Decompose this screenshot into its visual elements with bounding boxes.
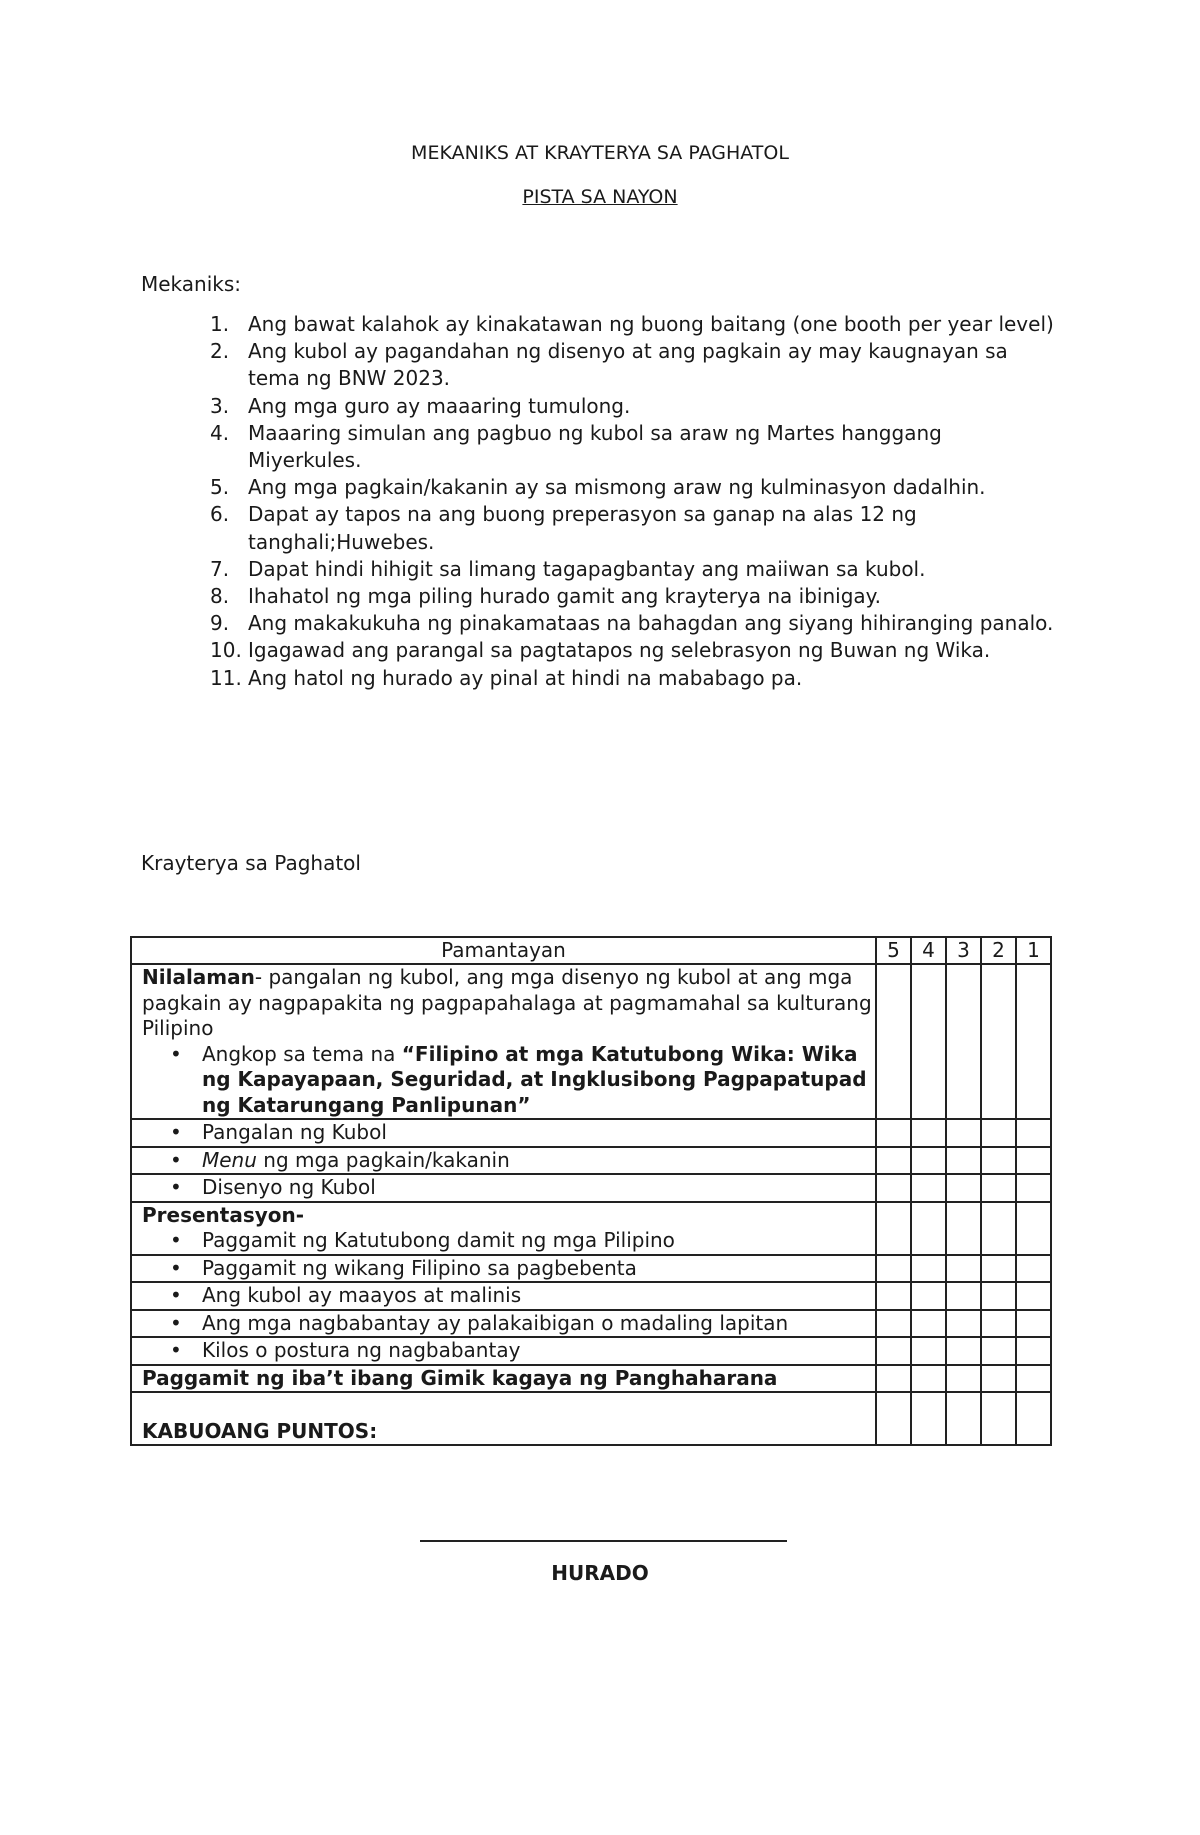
score-cell[interactable] — [946, 1147, 981, 1175]
header-score-3: 3 — [946, 937, 981, 964]
score-cell[interactable] — [1016, 1202, 1051, 1255]
list-item — [210, 338, 1060, 392]
document-subtitle: PISTA SA NAYON — [522, 186, 678, 208]
item-number: 7. — [210, 556, 230, 581]
item-number: 9. — [210, 611, 230, 636]
list-item — [210, 610, 1060, 637]
score-cell[interactable] — [876, 1255, 911, 1283]
list-item — [210, 637, 1060, 664]
score-cell[interactable] — [981, 1337, 1016, 1365]
table-row — [131, 964, 1051, 1119]
list-item — [210, 556, 1060, 583]
list-item — [210, 665, 1060, 692]
item-text: Ang hatol ng hurado ay pinal at hindi na mababago pa. — [248, 665, 803, 690]
item-text: Ang makakukuha ng pinakamataas na bahagdan ang siyang hihiranging panalo. — [248, 611, 1054, 636]
criterion-cell — [131, 1119, 876, 1147]
score-cell[interactable] — [1016, 1337, 1051, 1365]
criteria-table — [130, 936, 1052, 1446]
theme-title: “Filipino at mga Katutubong Wika: Wika ng Kapayapaan, Seguridad, at Ingklusibong Pagpapatupad ng Katarungang Panlipunan” — [202, 1041, 867, 1117]
criterion-cell — [131, 1310, 876, 1338]
table-row — [131, 1337, 1051, 1365]
header-score-5: 5 — [876, 937, 911, 964]
score-cell[interactable] — [946, 1202, 981, 1255]
score-cell[interactable] — [911, 1119, 946, 1147]
table-row — [131, 1255, 1051, 1283]
score-cell[interactable] — [911, 1337, 946, 1365]
signature-line — [420, 1540, 787, 1542]
score-cell[interactable] — [1016, 1119, 1051, 1147]
criterion-damit: • Paggamit ng Katutubong damit ng mga Pilipino — [170, 1228, 875, 1254]
item-number: 1. — [210, 312, 230, 336]
item-text: Dapat hindi hihigit sa limang tagapagbantay ang maiiwan sa kubol. — [248, 556, 926, 581]
list-item — [210, 501, 1060, 555]
score-cell[interactable] — [981, 1255, 1016, 1283]
table-row — [131, 1202, 1051, 1255]
table-header-row — [131, 937, 1051, 964]
score-cell[interactable] — [876, 1337, 911, 1365]
score-cell[interactable] — [911, 1255, 946, 1283]
presentasyon-label: Presentasyon- — [142, 1202, 305, 1227]
krayterya-heading: Krayterya sa Paghatol — [141, 851, 361, 875]
score-cell[interactable] — [876, 1282, 911, 1310]
score-cell[interactable] — [1016, 1174, 1051, 1202]
score-cell[interactable] — [981, 1365, 1016, 1393]
score-cell[interactable] — [946, 1392, 981, 1445]
criterion-palakaibigan: • Ang mga nagbabantay ay palakaibigan o madaling lapitan — [170, 1311, 875, 1337]
score-cell[interactable] — [946, 964, 981, 1119]
menu-rest: ng mga pagkain/kakanin — [256, 1147, 510, 1172]
score-cell[interactable] — [1016, 1255, 1051, 1283]
table-row — [131, 1310, 1051, 1338]
item-number: 11. — [210, 665, 242, 690]
nilalaman-description: - pangalan ng kubol, ang mga disenyo ng kubol at ang mga pagkain ay nagpapakita ng pagpapahalaga at pagmamahal sa kulturang Pilipino — [142, 965, 872, 1040]
item-number: 10. — [210, 638, 242, 663]
score-cell[interactable] — [946, 1337, 981, 1365]
score-cell[interactable] — [981, 1119, 1016, 1147]
score-cell[interactable] — [911, 1392, 946, 1445]
score-cell[interactable] — [1016, 1365, 1051, 1393]
list-item — [210, 583, 1060, 610]
criterion-menu — [170, 1148, 875, 1174]
criterion-cell — [131, 1174, 876, 1202]
score-cell[interactable] — [1016, 1310, 1051, 1338]
score-cell[interactable] — [911, 1282, 946, 1310]
item-text: Ang mga guro ay maaaring tumulong. — [248, 393, 631, 418]
table-row — [131, 1365, 1051, 1393]
theme-bullet — [170, 1042, 875, 1119]
criterion-wika: • Paggamit ng wikang Filipino sa pagbebenta — [170, 1256, 875, 1282]
score-cell[interactable] — [946, 1174, 981, 1202]
mekaniks-list — [210, 311, 1060, 692]
score-cell[interactable] — [911, 1310, 946, 1338]
presentasyon-bullet-wrap — [142, 1228, 875, 1254]
criterion-cell — [131, 1147, 876, 1175]
table-row — [131, 1147, 1051, 1175]
criterion-cell — [131, 1337, 876, 1365]
theme-prefix: Angkop sa tema na — [202, 1041, 402, 1066]
score-cell[interactable] — [1016, 1282, 1051, 1310]
criterion-disenyo: • Disenyo ng Kubol — [170, 1175, 875, 1201]
score-cell[interactable] — [1016, 964, 1051, 1119]
item-number: 8. — [210, 584, 230, 609]
score-cell[interactable] — [876, 964, 911, 1119]
item-text: Ang kubol ay pagandahan ng disenyo at ang pagkain ay may kaugnayan sa tema ng BNW 2023. — [248, 339, 1008, 391]
signature-label: HURADO — [551, 1561, 649, 1585]
score-cell[interactable] — [1016, 1392, 1051, 1445]
item-number: 3. — [210, 393, 230, 418]
total-label: KABUOANG PUNTOS: — [131, 1392, 876, 1445]
score-cell[interactable] — [911, 964, 946, 1119]
item-number: 4. — [210, 420, 230, 445]
criterion-kilos: • Kilos o postura ng nagbabantay — [170, 1338, 875, 1364]
score-cell[interactable] — [946, 1255, 981, 1283]
table-row — [131, 1119, 1051, 1147]
item-text: Ang mga pagkain/kakanin ay sa mismong araw ng kulminasyon dadalhin. — [248, 475, 986, 500]
nilalaman-label: Nilalaman — [142, 965, 255, 989]
score-cell[interactable] — [876, 1147, 911, 1175]
list-item — [210, 420, 1060, 474]
score-cell[interactable] — [1016, 1147, 1051, 1175]
score-cell[interactable] — [981, 1392, 1016, 1445]
score-cell[interactable] — [876, 1310, 911, 1338]
score-cell[interactable] — [911, 1202, 946, 1255]
item-number: 5. — [210, 475, 230, 500]
item-number: 6. — [210, 502, 230, 527]
header-score-1: 1 — [1016, 937, 1051, 964]
score-cell[interactable] — [946, 1282, 981, 1310]
score-cell[interactable] — [876, 1392, 911, 1445]
criterion-cell — [131, 1282, 876, 1310]
list-item — [210, 474, 1060, 501]
score-cell[interactable] — [946, 1310, 981, 1338]
item-text: Dapat ay tapos na ang buong preperasyon sa ganap na alas 12 ng tanghali;Huwebes. — [248, 502, 917, 554]
document-title: MEKANIKS AT KRAYTERYA SA PAGHATOL — [411, 142, 789, 164]
header-score-4: 4 — [911, 937, 946, 964]
score-cell[interactable] — [911, 1147, 946, 1175]
score-cell[interactable] — [946, 1365, 981, 1393]
item-text: Ang bawat kalahok ay kinakatawan ng buong baitang (one booth per year level) — [248, 312, 1054, 336]
score-cell[interactable] — [981, 1282, 1016, 1310]
score-cell[interactable] — [911, 1174, 946, 1202]
header-score-2: 2 — [981, 937, 1016, 964]
score-cell[interactable] — [946, 1119, 981, 1147]
score-cell[interactable] — [981, 1174, 1016, 1202]
criterion-malinis: • Ang kubol ay maayos at malinis — [170, 1283, 875, 1309]
item-text: Ihahatol ng mga piling hurado gamit ang krayterya na ibinigay. — [248, 584, 881, 609]
item-text: Igagawad ang parangal sa pagtatapos ng selebrasyon ng Buwan ng Wika. — [248, 638, 991, 663]
table-row — [131, 1282, 1051, 1310]
table-row — [131, 1174, 1051, 1202]
criterion-gimik: Paggamit ng iba’t ibang Gimik kagaya ng Panghaharana — [131, 1365, 876, 1393]
theme-bullet-wrap — [142, 1042, 875, 1119]
list-item — [210, 393, 1060, 420]
criterion-cell — [131, 1255, 876, 1283]
criterion-nilalaman — [131, 964, 876, 1119]
score-cell[interactable] — [876, 1119, 911, 1147]
list-item — [210, 311, 1060, 338]
item-number: 2. — [210, 339, 230, 364]
score-cell[interactable] — [981, 1147, 1016, 1175]
score-cell[interactable] — [981, 1310, 1016, 1338]
score-cell[interactable] — [876, 1365, 911, 1393]
score-cell[interactable] — [911, 1365, 946, 1393]
mekaniks-heading: Mekaniks: — [141, 272, 242, 296]
header-pamantayan: Pamantayan — [131, 937, 876, 964]
score-cell[interactable] — [876, 1202, 911, 1255]
criterion-presentasyon — [131, 1202, 876, 1255]
item-text: Maaaring simulan ang pagbuo ng kubol sa araw ng Martes hanggang Miyerkules. — [248, 420, 942, 473]
menu-italic: Menu — [202, 1147, 257, 1172]
table-row — [131, 1392, 1051, 1445]
score-cell[interactable] — [981, 964, 1016, 1119]
score-cell[interactable] — [981, 1202, 1016, 1255]
score-cell[interactable] — [876, 1174, 911, 1202]
criterion-pangalan: • Pangalan ng Kubol — [170, 1120, 875, 1146]
